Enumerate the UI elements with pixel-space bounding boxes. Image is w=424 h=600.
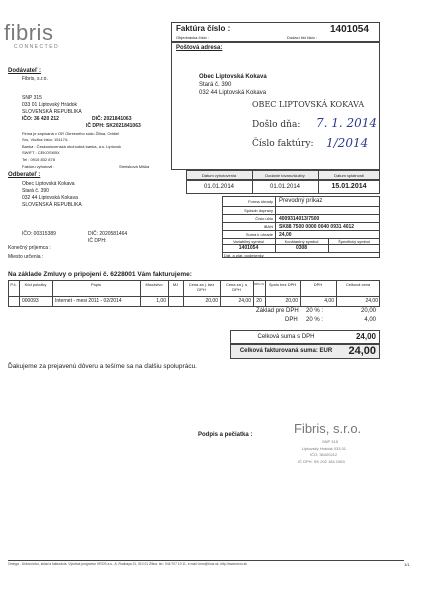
col-vat: DPH bbox=[313, 282, 323, 287]
delivery-note-label: Dodací list čislo : bbox=[287, 35, 318, 40]
company-stamp-line1: SNP 315 bbox=[322, 439, 338, 444]
row-price-net: 20,00 bbox=[205, 298, 218, 304]
due-date: 15.01.2014 bbox=[331, 183, 367, 190]
supplier-register-2: Sro, Vložka číslo: 15117/L bbox=[22, 137, 69, 142]
total-invoiced-label: Celková fakturovaná suma: EUR bbox=[239, 348, 333, 354]
logo-brand: fibris bbox=[4, 20, 54, 45]
col-vat-rate: DPH % bbox=[254, 282, 264, 286]
amount-label: Suma k úhrade bbox=[245, 232, 273, 237]
supplier-swift: SWIFT : CEKOSKBX bbox=[22, 150, 60, 155]
vat-value: 4,00 bbox=[364, 317, 376, 323]
customer-dic: DIČ: 2020581464 bbox=[88, 231, 128, 237]
supplier-city: 033 01 Liptovský Hrádok bbox=[22, 102, 78, 108]
supplier-country: SLOVENSKÁ REPUBLIKA bbox=[22, 109, 82, 115]
vat-base-value: 20,00 bbox=[360, 308, 376, 314]
supplier-name: Fibris, s.r.o. bbox=[22, 76, 48, 82]
col-code: Kód položky bbox=[24, 282, 47, 287]
customer-heading: Odberateľ : bbox=[8, 172, 41, 178]
company-logo bbox=[4, 22, 59, 50]
vat-base-rate: 20 % : bbox=[306, 308, 324, 314]
footer-divider bbox=[8, 560, 404, 561]
supply-date: 01.01.2014 bbox=[269, 184, 301, 190]
account-label: Číslo účtu bbox=[255, 216, 273, 221]
logo-tagline: CONNECTED bbox=[14, 44, 60, 50]
stamp-invoice-value: 1/2014 bbox=[326, 136, 369, 150]
supplier-icdph: IČ DPH: SK2021841063 bbox=[86, 123, 141, 129]
col-qty: Množstvo bbox=[145, 282, 163, 287]
row-vat: 4,00 bbox=[324, 298, 334, 304]
total-invoiced-value: 24,00 bbox=[348, 345, 376, 357]
due-date-label: Dátum splatnosti bbox=[334, 173, 364, 178]
iban-label: IBAN bbox=[263, 224, 273, 229]
company-stamp-line2: Liptovský Hrádok 033 01 bbox=[302, 446, 347, 451]
company-stamp-line4: IČ DPH: SK 202 184 1063 bbox=[298, 459, 345, 464]
col-unit: MJ bbox=[172, 282, 179, 287]
postal-city: 032 44 Liptovská Kokava bbox=[199, 90, 267, 96]
amount-value: 24,00 bbox=[279, 232, 292, 238]
company-stamp bbox=[288, 422, 388, 476]
invoice-number: 1401054 bbox=[330, 24, 369, 35]
stamp-received-value: 7. 1. 2014 bbox=[316, 116, 378, 130]
payment-form-value: Prevodný príkaz bbox=[279, 198, 323, 204]
col-price-gross: Cena za j. s DPH bbox=[225, 282, 248, 292]
supplier-dic: DIČ: 2021841063 bbox=[92, 116, 132, 122]
postal-name: Obec Liptovská Kokava bbox=[199, 74, 267, 80]
page-mark: 1/1 bbox=[404, 562, 410, 567]
col-total: Celková cena bbox=[345, 282, 371, 287]
tax-date-label: Dát. a plat. podmienky bbox=[224, 253, 264, 258]
intro-text: Na základe Zmluvy o pripojení č. 6228001 Vám fakturujeme: bbox=[8, 271, 192, 278]
supplier-bank: Banka : Československá obchodná banka, a.s. Liptovsk bbox=[22, 144, 121, 149]
received-stamp bbox=[250, 98, 378, 162]
col-desc: Popis bbox=[90, 282, 101, 287]
supplier-heading: Dodávateľ : bbox=[8, 68, 41, 74]
row-code: 000093 bbox=[22, 298, 39, 304]
footer-text: Omega - Účtovníctvo, sklad a fakturácia. Výrobca programu: KROS a.s., A. Rudnaya 21, 010 01 Žilina, tel.: 041/707 10 11, e-mail: kros@kros.sk, http://www.kros.sk bbox=[8, 562, 247, 566]
customer-name: Obec Liptovská Kokava bbox=[22, 181, 75, 187]
stamp-invoice-label: Číslo faktúry: bbox=[252, 139, 314, 149]
col-total-net: Spolu bez DPH bbox=[268, 282, 297, 287]
company-stamp-line3: IČO: 36420212 bbox=[310, 452, 338, 457]
company-stamp-name: Fibris, s.r.o. bbox=[294, 421, 362, 436]
stamp-name: OBEC LIPTOVSKÁ KOKAVA bbox=[252, 100, 365, 109]
col-pc: P.č. bbox=[10, 282, 17, 287]
iban-value: SK88 7500 0000 0040 0931 4012 bbox=[279, 224, 355, 230]
issued-by-label: Faktúru vyhotovil : bbox=[22, 164, 55, 169]
row-desc: Internet - mesi 2011 - 02/2014 bbox=[55, 298, 122, 304]
vat-base-label: Základ pre DPH bbox=[256, 308, 299, 314]
destination-label: Miesto určenia : bbox=[8, 254, 44, 260]
supplier-register-1: Firma je zapísaná v OR Okresného súdu Žilina, Oddiel bbox=[22, 131, 119, 136]
row-total-net: 20,00 bbox=[285, 298, 298, 304]
row-price-gross: 24,00 bbox=[238, 298, 251, 304]
postal-street: Stará č. 390 bbox=[199, 82, 232, 88]
ss-label: Špecifický symbol bbox=[338, 239, 370, 244]
row-qty: 1,00 bbox=[156, 298, 166, 304]
signature-label: Podpis a pečiatka : bbox=[198, 432, 253, 438]
invoice-title: Faktúra číslo : bbox=[176, 24, 231, 33]
total-with-vat-label: Celková suma s DPH bbox=[257, 334, 315, 340]
ks-label: Konštantný symbol bbox=[284, 239, 319, 244]
account-value: 4009314013/7500 bbox=[279, 216, 320, 222]
customer-ico: IČO: 00315389 bbox=[22, 231, 56, 237]
customer-icdph: IČ DPH: bbox=[88, 238, 107, 244]
postal-heading: Poštová adresa: bbox=[176, 45, 223, 51]
customer-street: Stará č. 390 bbox=[22, 188, 49, 194]
vs-label: Variabilný symbol bbox=[232, 239, 265, 244]
order-number-label: Objednávka číslo : bbox=[176, 35, 209, 40]
payment-form-label: Forma úhrady bbox=[248, 199, 273, 204]
supply-date-label: Dodanie tovaru/služby bbox=[265, 173, 305, 178]
customer-city: 032 44 Liptovská Kokava bbox=[22, 195, 78, 201]
supplier-phone: Tel : 0915 832 878 bbox=[22, 157, 55, 162]
shipping-label: Spôsob dopravy bbox=[244, 208, 273, 213]
supplier-ico: IČO: 36 420 212 bbox=[22, 116, 59, 122]
issue-date: 01.01.2014 bbox=[203, 184, 235, 190]
vat-rate: 20 % : bbox=[306, 317, 324, 323]
vat-label: DPH bbox=[285, 317, 298, 323]
col-price-net: Cena za j. bez DPH bbox=[188, 282, 215, 292]
supplier-street: SNP 315 bbox=[22, 95, 42, 101]
issue-date-label: Dátum vyhotovenia bbox=[201, 173, 237, 178]
thanks-text: Ďakujeme za prejavenú dôveru a tešíme sa na ďalšiu spoluprácu. bbox=[8, 363, 197, 370]
stamp-received-label: Došlo dňa: bbox=[252, 120, 301, 130]
issued-by-name: Strnisková Miška bbox=[119, 164, 150, 169]
row-total: 24,00 bbox=[365, 298, 378, 304]
total-with-vat-value: 24,00 bbox=[355, 332, 376, 341]
ks-value: 0308 bbox=[295, 245, 308, 251]
vs-value: 1401054 bbox=[238, 245, 259, 251]
customer-country: SLOVENSKÁ REPUBLIKA bbox=[22, 202, 82, 208]
row-vat-rate: 20 bbox=[256, 298, 262, 304]
final-recipient-label: Konečný príjemca : bbox=[8, 245, 51, 251]
